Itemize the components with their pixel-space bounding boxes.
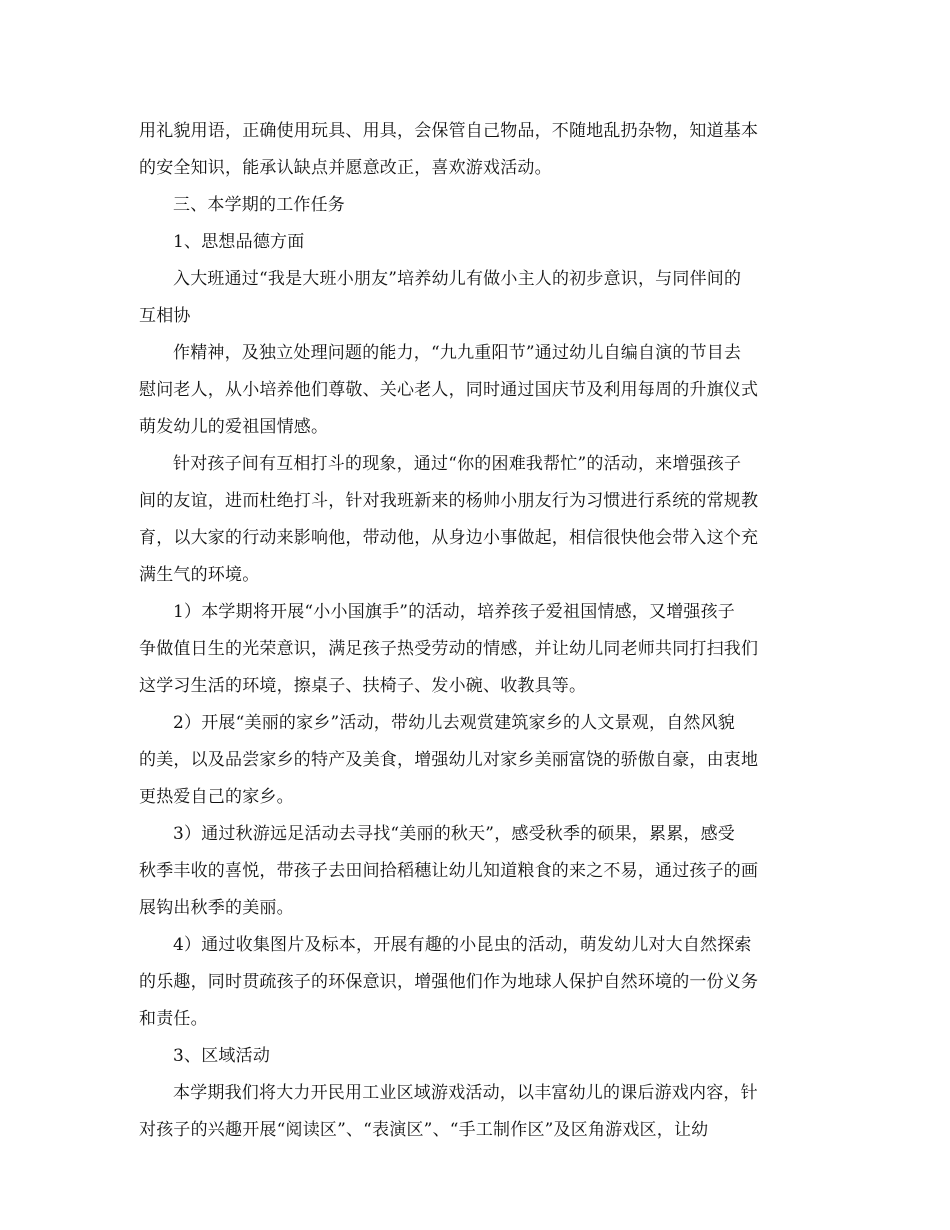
text-line: 和责任。 xyxy=(139,1009,208,1029)
heading-text: 三、本学期的工作任务 xyxy=(173,195,345,215)
text-line: 本学期我们将大力开民用工业区域游戏活动，以丰富幼儿的课后游戏内容，针 xyxy=(173,1083,758,1103)
text-line: 更热爱自己的家乡。 xyxy=(139,787,294,807)
paragraph-autumn-outing xyxy=(139,816,811,927)
text-line: 萌发幼儿的爱祖国情感。 xyxy=(139,417,329,437)
text-line: 互相协 xyxy=(139,306,191,326)
text-line: 用礼貌用语，正确使用玩具、用具，会保管自己物品，不随地乱扔杂物，知道基本 xyxy=(139,121,759,141)
paragraph-area-games xyxy=(139,1075,811,1149)
text-line: 争做值日生的光荣意识，满足孩子热受劳动的情感，并让幼儿同老师共同打扫我们 xyxy=(139,639,759,659)
text-line: 间的友谊，进而杜绝打斗，针对我班新来的杨帅小朋友行为习惯进行系统的常规教 xyxy=(139,491,759,511)
subheading-moral-education xyxy=(139,224,811,261)
text-line: 的乐趣，同时贯疏孩子的环保意识，增强他们作为地球人保护自然环境的一份义务 xyxy=(139,972,759,992)
text-line: 入大班通过“我是大班小朋友”培养幼儿有做小主人的初步意识，与同伴间的 xyxy=(173,269,742,289)
text-line: 满生气的环境。 xyxy=(139,565,260,585)
text-line: 展钩出秋季的美丽。 xyxy=(139,898,294,918)
paragraph-courtesy xyxy=(139,113,811,187)
text-line: 育，以大家的行动来影响他，带动他，从身边小事做起，相信很快他会带入这个充 xyxy=(139,528,759,548)
text-line: 这学习生活的环境，擦桌子、扶椅子、发小碗、收教具等。 xyxy=(139,676,587,696)
heading-text: 1、思想品德方面 xyxy=(173,232,305,252)
heading-text: 3、区域活动 xyxy=(173,1046,271,1066)
text-line: 1）本学期将开展“小小国旗手”的活动，培养孩子爱祖国情感，又增强孩子 xyxy=(173,602,735,622)
paragraph-insects xyxy=(139,927,811,1038)
text-line: 针对孩子间有互相打斗的现象，通过“你的困难我帮忙”的活动，来增强孩子 xyxy=(173,454,742,474)
subheading-area-activities xyxy=(139,1038,811,1075)
paragraph-class-entry xyxy=(139,261,811,335)
text-line: 秋季丰收的喜悦，带孩子去田间拾稻穗让幼儿知道粮食的来之不易，通过孩子的画 xyxy=(139,861,759,881)
paragraph-hometown xyxy=(139,705,811,816)
section-heading-work-tasks xyxy=(139,187,811,224)
text-line: 的安全知识，能承认缺点并愿意改正，喜欢游戏活动。 xyxy=(139,158,552,178)
paragraph-fighting xyxy=(139,446,811,594)
text-line: 的美，以及品尝家乡的特产及美食，增强幼儿对家乡美丽富饶的骄傲自豪，由衷地 xyxy=(139,750,759,770)
text-line: 作精神，及独立处理问题的能力，“九九重阳节”通过幼儿自编自演的节目去 xyxy=(173,343,742,363)
text-line: 4）通过收集图片及标本，开展有趣的小昆虫的活动，萌发幼儿对大自然探索 xyxy=(173,935,752,955)
paragraph-cooperation xyxy=(139,335,811,446)
text-line: 3）通过秋游远足活动去寻找“美丽的秋天”，感受秋季的硕果，累累，感受 xyxy=(173,824,735,844)
document-body xyxy=(139,113,811,1149)
text-line: 2）开展“美丽的家乡”活动，带幼儿去观赏建筑家乡的人文景观，自然风貌 xyxy=(173,713,735,733)
text-line: 对孩子的兴趣开展“阅读区”、“表演区”、“手工制作区”及区角游戏区，让幼 xyxy=(139,1120,709,1140)
paragraph-flag-bearer xyxy=(139,594,811,705)
text-line: 慰问老人，从小培养他们尊敬、关心老人，同时通过国庆节及利用每周的升旗仪式 xyxy=(139,380,759,400)
